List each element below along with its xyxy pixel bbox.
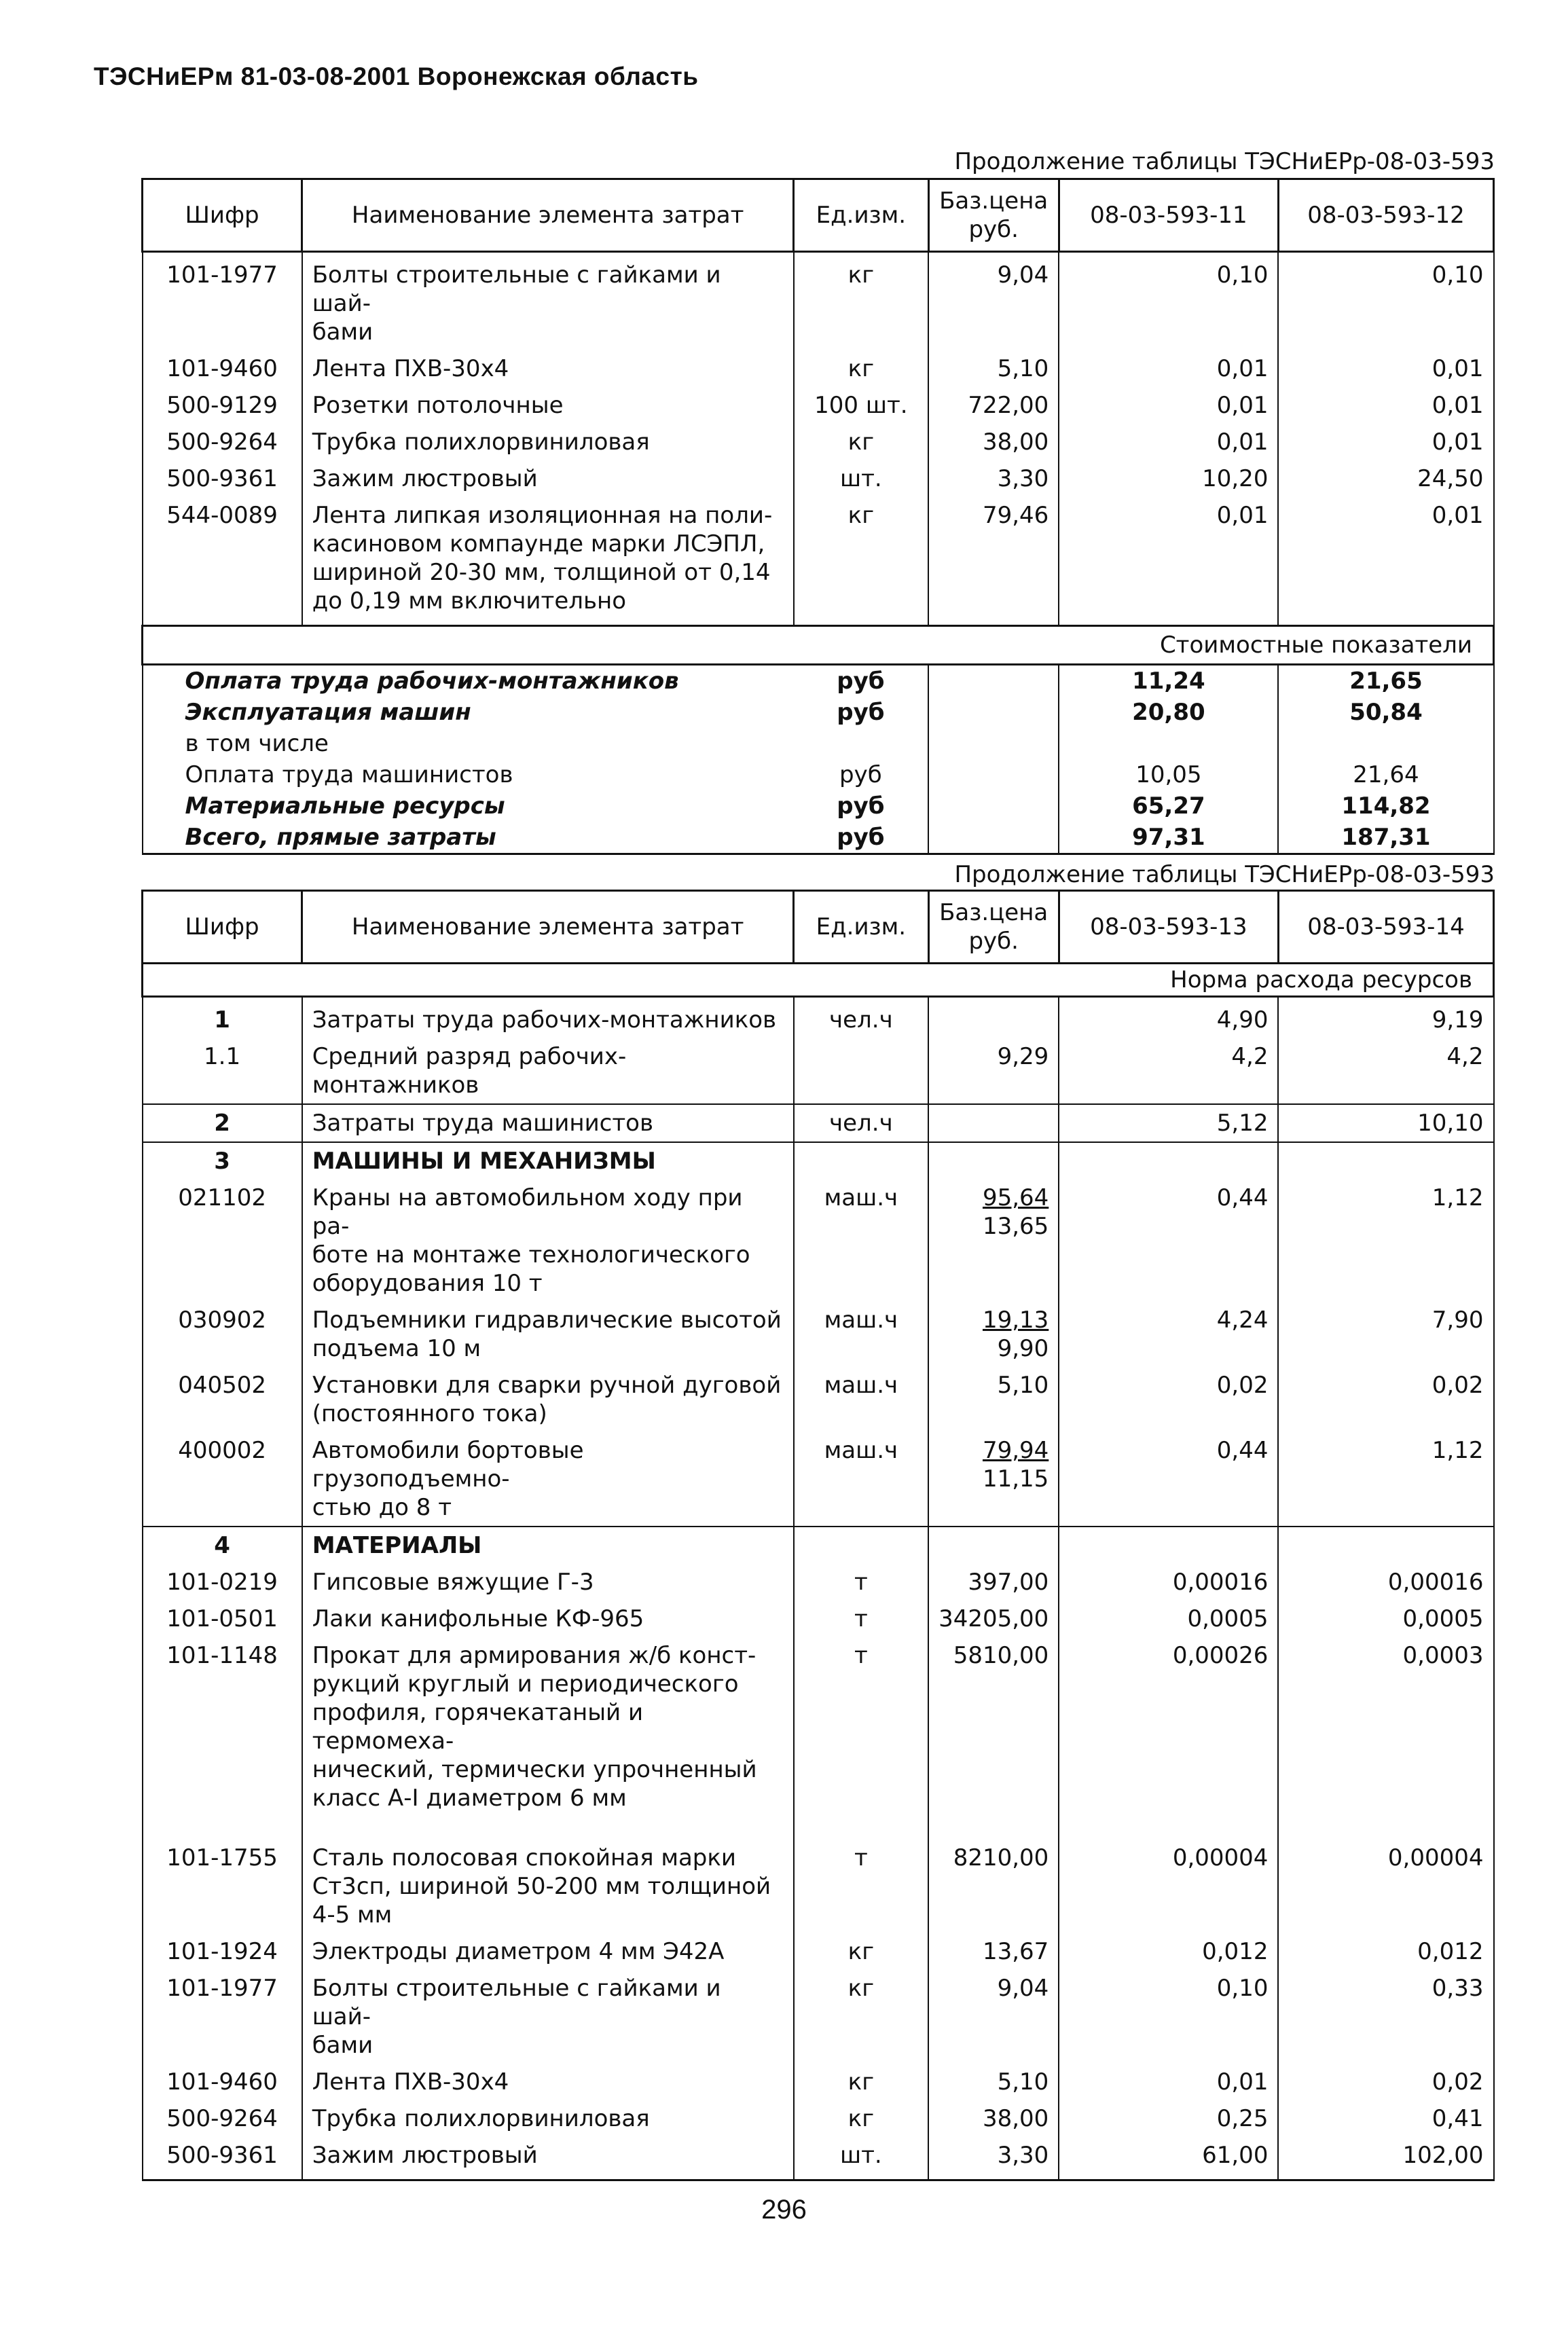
cell-value-2: 0,01 xyxy=(1278,497,1493,626)
cell-value-2: 1,12 xyxy=(1278,1432,1493,1527)
cell-value-1: 4,2 xyxy=(1059,1038,1278,1104)
cell-name: Лента ПХВ-30х4 xyxy=(302,2064,794,2100)
cell-name: Зажим люстровый xyxy=(302,460,794,497)
col-header-code: Шифр xyxy=(143,891,302,964)
cell-code: 500-9129 xyxy=(143,387,302,424)
cell-price: 5810,00 xyxy=(928,1637,1059,1840)
cell-value-1: 0,10 xyxy=(1059,252,1278,351)
cell-value-2: 4,2 xyxy=(1278,1038,1493,1104)
summary-unit: руб xyxy=(794,790,928,822)
cell-price xyxy=(928,1104,1059,1142)
col-header-value-1: 08-03-593-11 xyxy=(1059,179,1278,252)
col-header-price: Баз.цена руб. xyxy=(928,891,1059,964)
summary-row xyxy=(143,665,1494,697)
summary-price-empty xyxy=(928,759,1059,790)
cell-name: Трубка полихлорвиниловая xyxy=(302,424,794,460)
cell-name: Установки для сварки ручной дуговой (постоянного тока) xyxy=(302,1367,794,1432)
cell-name: Сталь полосовая спокойная марки Ст3сп, шириной 50-200 мм толщиной 4-5 мм xyxy=(302,1840,794,1933)
cell-value-1 xyxy=(1059,1527,1278,1564)
cell-name: Затраты труда рабочих-монтажников xyxy=(302,997,794,1039)
page-number: 296 xyxy=(761,2195,807,2225)
cell-unit: 100 шт. xyxy=(794,387,928,424)
cell-name: Зажим люстровый xyxy=(302,2137,794,2180)
table-row xyxy=(143,1840,1494,1933)
price-base: 19,13 xyxy=(982,1307,1049,1334)
cell-value-2: 7,90 xyxy=(1278,1302,1493,1367)
cell-name: Подъемники гидравлические высотой подъема 10 м xyxy=(302,1302,794,1367)
table1-summary xyxy=(143,665,1494,854)
cell-unit: чел.ч xyxy=(794,997,928,1039)
cell-value-2: 0,01 xyxy=(1278,424,1493,460)
table-row xyxy=(143,1637,1494,1840)
col-header-value-2: 08-03-593-12 xyxy=(1278,179,1493,252)
summary-unit: руб xyxy=(794,697,928,728)
summary-row xyxy=(143,728,1494,759)
cell-value-2: 102,00 xyxy=(1278,2137,1493,2180)
cell-value-2: 0,01 xyxy=(1278,387,1493,424)
table-row xyxy=(143,497,1494,626)
table2-body xyxy=(143,997,1494,2180)
cell-value-2: 0,00004 xyxy=(1278,1840,1493,1933)
summary-price-empty xyxy=(928,822,1059,854)
cell-unit: шт. xyxy=(794,2137,928,2180)
summary-price-empty xyxy=(928,790,1059,822)
cell-value-2 xyxy=(1278,1527,1493,1564)
cell-value-2: 1,12 xyxy=(1278,1180,1493,1302)
table2-header-row xyxy=(143,891,1494,964)
summary-label: Всего, прямые затраты xyxy=(143,822,794,854)
cell-price: 5,10 xyxy=(928,2064,1059,2100)
cell-unit: т xyxy=(794,1637,928,1840)
cell-unit: т xyxy=(794,1564,928,1601)
col-header-value-1: 08-03-593-13 xyxy=(1059,891,1278,964)
cell-price: 9,29 xyxy=(928,1038,1059,1104)
table-row xyxy=(143,1601,1494,1637)
cell-name: Лента ПХВ-30х4 xyxy=(302,350,794,387)
summary-label: Эксплуатация машин xyxy=(143,697,794,728)
summary-unit: руб xyxy=(794,665,928,697)
cell-name: Электроды диаметром 4 мм Э42А xyxy=(302,1933,794,1970)
table-row xyxy=(143,1432,1494,1527)
cell-price: 3,30 xyxy=(928,460,1059,497)
summary-price-empty xyxy=(928,697,1059,728)
cell-code: 1 xyxy=(143,997,302,1039)
cell-unit: кг xyxy=(794,1933,928,1970)
summary-label: в том числе xyxy=(143,728,794,759)
cell-code: 021102 xyxy=(143,1180,302,1302)
cell-value-2: 24,50 xyxy=(1278,460,1493,497)
summary-value-1: 65,27 xyxy=(1059,790,1278,822)
cell-value-1: 0,01 xyxy=(1059,350,1278,387)
cell-name: Розетки потолочные xyxy=(302,387,794,424)
summary-value-2: 114,82 xyxy=(1278,790,1493,822)
cell-name: Средний разряд рабочих-монтажников xyxy=(302,1038,794,1104)
col-header-name: Наименование элемента затрат xyxy=(302,179,794,252)
summary-value-2: 21,64 xyxy=(1278,759,1493,790)
cell-price: 38,00 xyxy=(928,2100,1059,2137)
cell-code: 101-9460 xyxy=(143,2064,302,2100)
cell-unit: кг xyxy=(794,350,928,387)
cell-value-2: 0,33 xyxy=(1278,1970,1493,2064)
cell-value-2: 0,0005 xyxy=(1278,1601,1493,1637)
cell-price xyxy=(928,1432,1059,1527)
cell-price xyxy=(928,997,1059,1039)
summary-unit: руб xyxy=(794,822,928,854)
cell-value-1: 0,01 xyxy=(1059,387,1278,424)
table-row xyxy=(143,1302,1494,1367)
cell-unit: чел.ч xyxy=(794,1104,928,1142)
cell-price: 9,04 xyxy=(928,252,1059,351)
cell-price: 8210,00 xyxy=(928,1840,1059,1933)
table-row xyxy=(143,1970,1494,2064)
cell-price: 79,46 xyxy=(928,497,1059,626)
cell-name: Болты строительные с гайками и шай- бами xyxy=(302,1970,794,2064)
table-row xyxy=(143,424,1494,460)
table-row xyxy=(143,2100,1494,2137)
summary-value-1: 10,05 xyxy=(1059,759,1278,790)
cell-value-1: 4,24 xyxy=(1059,1302,1278,1367)
summary-value-1: 11,24 xyxy=(1059,665,1278,697)
norm-header-label: Норма расхода ресурсов xyxy=(143,964,1494,997)
cell-unit: кг xyxy=(794,497,928,626)
table2-continuation-caption: Продолжение таблицы ТЭСНиЕРр-08-03-593 xyxy=(954,861,1495,888)
cell-code: 500-9264 xyxy=(143,2100,302,2137)
cell-code: 101-1755 xyxy=(143,1840,302,1933)
cell-value-2: 0,00016 xyxy=(1278,1564,1493,1601)
cell-unit: кг xyxy=(794,1970,928,2064)
cell-price: 13,67 xyxy=(928,1933,1059,1970)
table-row xyxy=(143,387,1494,424)
cell-unit: маш.ч xyxy=(794,1432,928,1527)
cell-code: 101-1977 xyxy=(143,1970,302,2064)
cell-value-2: 0,02 xyxy=(1278,2064,1493,2100)
cell-name: Лента липкая изоляционная на поли- касиновом компаунде марки ЛСЭПЛ, шириной 20-30 мм, толщиной от 0,14 до 0,19 мм включительно xyxy=(302,497,794,626)
cell-name: МАШИНЫ И МЕХАНИЗМЫ xyxy=(302,1142,794,1180)
summary-row xyxy=(143,697,1494,728)
summary-label: Оплата труда машинистов xyxy=(143,759,794,790)
table1 xyxy=(141,178,1495,855)
col-header-value-2: 08-03-593-14 xyxy=(1278,891,1493,964)
cell-unit: шт. xyxy=(794,460,928,497)
price-base: 79,94 xyxy=(982,1437,1049,1464)
cell-name: Затраты труда машинистов xyxy=(302,1104,794,1142)
cell-name: Трубка полихлорвиниловая xyxy=(302,2100,794,2137)
cell-value-1: 0,012 xyxy=(1059,1933,1278,1970)
cell-value-1: 0,01 xyxy=(1059,424,1278,460)
table-row xyxy=(143,1180,1494,1302)
summary-value-2: 50,84 xyxy=(1278,697,1493,728)
cell-value-2: 0,10 xyxy=(1278,252,1493,351)
summary-value-2: 21,65 xyxy=(1278,665,1493,697)
summary-value-1 xyxy=(1059,728,1278,759)
table1-continuation-caption: Продолжение таблицы ТЭСНиЕРр-08-03-593 xyxy=(954,148,1495,175)
cell-name: МАТЕРИАЛЫ xyxy=(302,1527,794,1564)
cell-unit: кг xyxy=(794,424,928,460)
summary-value-2 xyxy=(1278,728,1493,759)
cell-price: 397,00 xyxy=(928,1564,1059,1601)
cell-value-1: 0,00016 xyxy=(1059,1564,1278,1601)
cell-unit: маш.ч xyxy=(794,1367,928,1432)
cell-value-1: 61,00 xyxy=(1059,2137,1278,2180)
summary-price-empty xyxy=(928,665,1059,697)
table-row xyxy=(143,2137,1494,2180)
summary-row xyxy=(143,759,1494,790)
table-row xyxy=(143,2064,1494,2100)
cell-unit: кг xyxy=(794,252,928,351)
cell-value-1: 10,20 xyxy=(1059,460,1278,497)
cell-value-2: 10,10 xyxy=(1278,1104,1493,1142)
section-row xyxy=(143,1142,1494,1180)
cell-value-2: 0,0003 xyxy=(1278,1637,1493,1840)
document-header: ТЭСНиЕРм 81-03-08-2001 Воронежская область xyxy=(94,62,699,90)
cell-code: 101-0501 xyxy=(143,1601,302,1637)
cell-price: 9,04 xyxy=(928,1970,1059,2064)
cell-value-2 xyxy=(1278,1142,1493,1180)
cell-price xyxy=(928,1527,1059,1564)
summary-unit: руб xyxy=(794,759,928,790)
cell-unit xyxy=(794,1142,928,1180)
cell-value-1: 0,0005 xyxy=(1059,1601,1278,1637)
cell-unit: маш.ч xyxy=(794,1302,928,1367)
table-row xyxy=(143,1933,1494,1970)
cost-indicators-row xyxy=(143,626,1494,665)
cell-value-2: 9,19 xyxy=(1278,997,1493,1039)
cell-value-1: 5,12 xyxy=(1059,1104,1278,1142)
cell-value-1: 0,25 xyxy=(1059,2100,1278,2137)
summary-value-1: 20,80 xyxy=(1059,697,1278,728)
cell-code: 1.1 xyxy=(143,1038,302,1104)
cell-value-1 xyxy=(1059,1142,1278,1180)
cell-code: 400002 xyxy=(143,1432,302,1527)
cell-name: Прокат для армирования ж/б конст- рукций круглый и периодического профиля, горячекатаный и термомеха- нический, термически упрочненный класс А-I диаметром 6 мм xyxy=(302,1637,794,1840)
cell-value-1: 0,01 xyxy=(1059,497,1278,626)
table-row xyxy=(143,460,1494,497)
cell-code: 040502 xyxy=(143,1367,302,1432)
cell-code: 500-9361 xyxy=(143,2137,302,2180)
cell-name: Гипсовые вяжущие Г-3 xyxy=(302,1564,794,1601)
cell-value-1: 0,01 xyxy=(1059,2064,1278,2100)
section-row xyxy=(143,1527,1494,1564)
cell-unit: т xyxy=(794,1601,928,1637)
table-row xyxy=(143,997,1494,1039)
cell-price: 722,00 xyxy=(928,387,1059,424)
cell-value-1: 0,00026 xyxy=(1059,1637,1278,1840)
cell-price: 34205,00 xyxy=(928,1601,1059,1637)
cell-unit xyxy=(794,1527,928,1564)
table-row xyxy=(143,1564,1494,1601)
cell-price xyxy=(928,1142,1059,1180)
norm-header-row xyxy=(143,964,1494,997)
cell-unit: кг xyxy=(794,2064,928,2100)
summary-row xyxy=(143,822,1494,854)
cell-code: 101-1148 xyxy=(143,1637,302,1840)
cell-code: 544-0089 xyxy=(143,497,302,626)
cell-value-2: 0,02 xyxy=(1278,1367,1493,1432)
cell-unit: т xyxy=(794,1840,928,1933)
cell-code: 101-9460 xyxy=(143,350,302,387)
summary-value-2: 187,31 xyxy=(1278,822,1493,854)
table-row xyxy=(143,252,1494,351)
cell-name: Автомобили бортовые грузоподъемно- стью до 8 т xyxy=(302,1432,794,1527)
cell-value-1: 0,44 xyxy=(1059,1432,1278,1527)
col-header-price: Баз.цена руб. xyxy=(928,179,1059,252)
summary-unit xyxy=(794,728,928,759)
cell-value-2: 0,012 xyxy=(1278,1933,1493,1970)
cell-value-1: 0,10 xyxy=(1059,1970,1278,2064)
cell-price: 3,30 xyxy=(928,2137,1059,2180)
table-row xyxy=(143,1367,1494,1432)
cell-code: 4 xyxy=(143,1527,302,1564)
price-secondary: 9,90 xyxy=(997,1335,1049,1362)
cell-code: 500-9361 xyxy=(143,460,302,497)
summary-row xyxy=(143,790,1494,822)
price-base: 95,64 xyxy=(982,1184,1049,1211)
cell-unit: кг xyxy=(794,2100,928,2137)
summary-label: Материальные ресурсы xyxy=(143,790,794,822)
col-header-unit: Ед.изм. xyxy=(794,891,928,964)
cell-code: 030902 xyxy=(143,1302,302,1367)
summary-price-empty xyxy=(928,728,1059,759)
price-secondary: 11,15 xyxy=(982,1465,1049,1493)
table1-body xyxy=(143,252,1494,626)
cell-price: 38,00 xyxy=(928,424,1059,460)
cell-code: 500-9264 xyxy=(143,424,302,460)
cell-code: 3 xyxy=(143,1142,302,1180)
cell-price: 5,10 xyxy=(928,350,1059,387)
cell-value-1: 0,02 xyxy=(1059,1367,1278,1432)
table-row xyxy=(143,350,1494,387)
summary-value-1: 97,31 xyxy=(1059,822,1278,854)
table1-header-row xyxy=(143,179,1494,252)
cell-code: 101-0219 xyxy=(143,1564,302,1601)
cell-unit xyxy=(794,1038,928,1104)
summary-label: Оплата труда рабочих-монтажников xyxy=(143,665,794,697)
cell-value-1: 0,00004 xyxy=(1059,1840,1278,1933)
col-header-code: Шифр xyxy=(143,179,302,252)
table2 xyxy=(141,890,1495,2181)
table-row xyxy=(143,1038,1494,1104)
col-header-unit: Ед.изм. xyxy=(794,179,928,252)
cell-unit: маш.ч xyxy=(794,1180,928,1302)
col-header-name: Наименование элемента затрат xyxy=(302,891,794,964)
price-secondary: 13,65 xyxy=(982,1213,1049,1240)
cost-indicators-label: Стоимостные показатели xyxy=(143,626,1494,665)
cell-value-2: 0,01 xyxy=(1278,350,1493,387)
cell-code: 101-1924 xyxy=(143,1933,302,1970)
cell-value-1: 0,44 xyxy=(1059,1180,1278,1302)
cell-name: Болты строительные с гайками и шай- бами xyxy=(302,252,794,351)
cell-code: 101-1977 xyxy=(143,252,302,351)
cell-name: Лаки канифольные КФ-965 xyxy=(302,1601,794,1637)
cell-value-1: 4,90 xyxy=(1059,997,1278,1039)
table-row xyxy=(143,1104,1494,1142)
cell-name: Краны на автомобильном ходу при ра- боте на монтаже технологического оборудования 10 т xyxy=(302,1180,794,1302)
cell-price: 5,10 xyxy=(928,1367,1059,1432)
cell-price xyxy=(928,1302,1059,1367)
cell-value-2: 0,41 xyxy=(1278,2100,1493,2137)
cell-code: 2 xyxy=(143,1104,302,1142)
cell-price xyxy=(928,1180,1059,1302)
